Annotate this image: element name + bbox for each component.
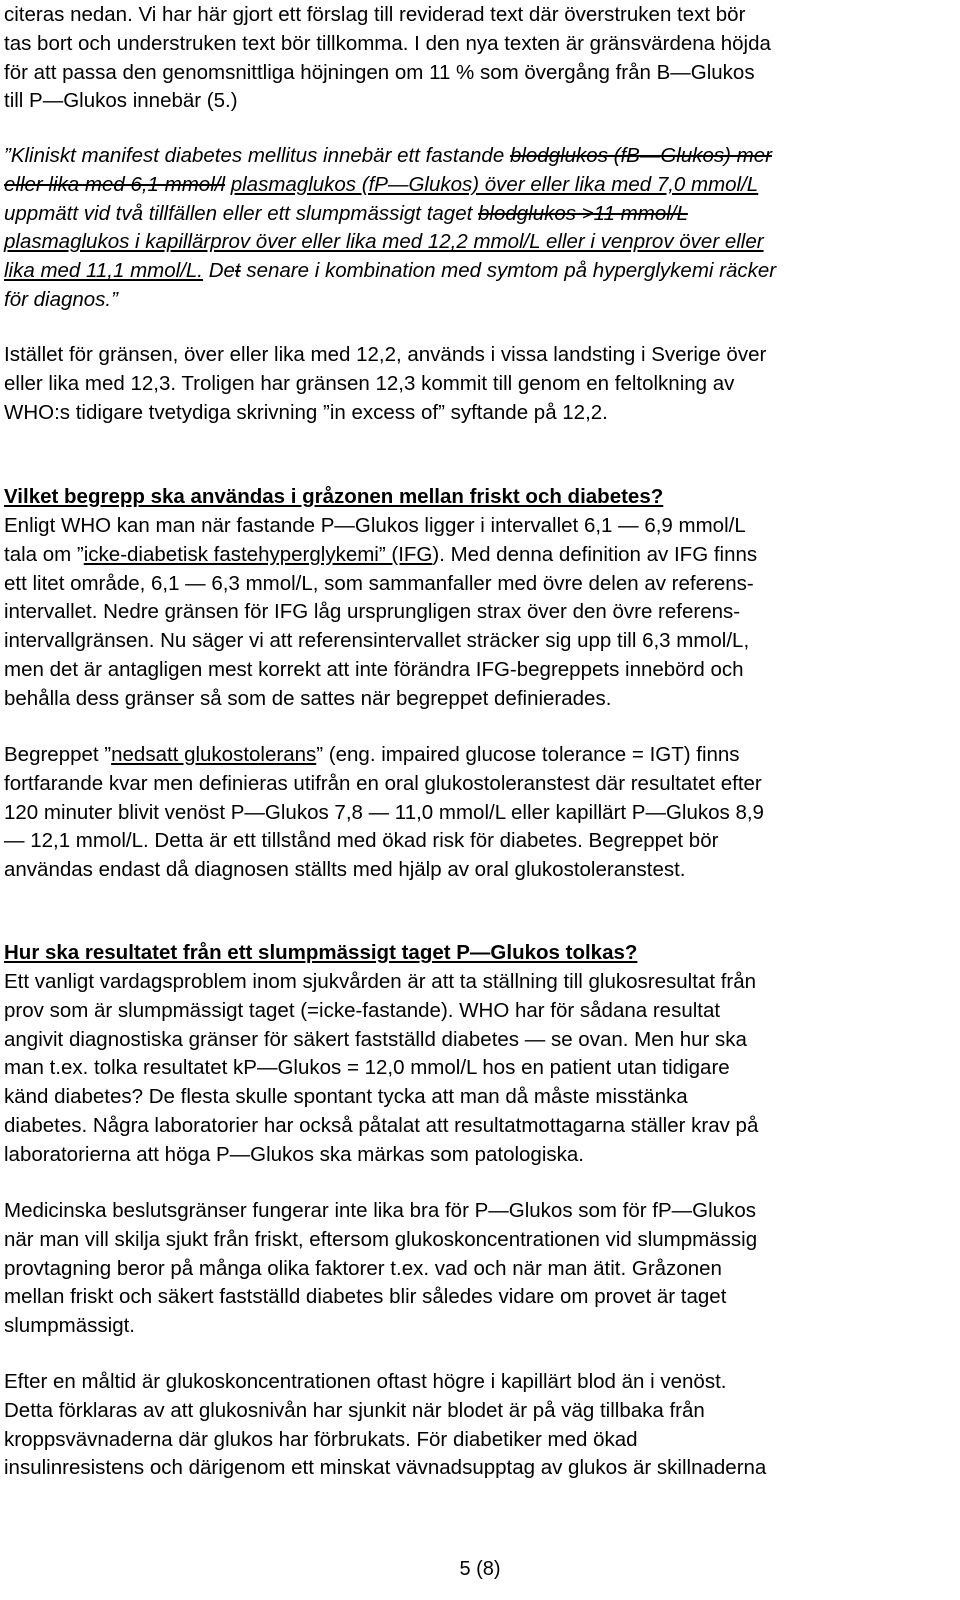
random-glucose-paragraph <box>4 968 954 1170</box>
quote-text: senare i kombination med symtom på hyperglykemi räcker <box>240 259 777 283</box>
text-line <box>4 171 954 200</box>
text-line: mellan friskt och säkert fastställd diabetes blir således vidare om provet är taget <box>4 1285 727 1309</box>
text-line <box>4 228 954 257</box>
text-run: Begreppet ” <box>4 743 112 766</box>
struck-text: t <box>234 259 241 283</box>
text-line <box>4 541 954 570</box>
text-line: när man vill skilja sjukt från friskt, eftersom glukoskoncentrationen vid slumpmässig <box>4 1227 758 1251</box>
inserted-text: lika med 11,1 mmol/L. <box>4 259 204 283</box>
text-line: — 12,1 mmol/L. Detta är ett tillstånd med ökad risk för diabetes. Begreppet bör <box>4 829 719 853</box>
text-run: tala om ” <box>4 542 84 566</box>
text-line: för diagnos.” <box>4 287 118 311</box>
intro-paragraph <box>4 1 954 116</box>
text-line: intervallgränsen. Nu säger vi att referensintervallet sträcker sig upp till 6,3 mmol/L, <box>4 629 750 653</box>
inserted-text: plasmaglukos (fP—Glukos) över eller lika med 7,0 mmol/L <box>230 172 759 196</box>
text-line: prov som är slumpmässigt taget (=icke-fastande). WHO har för sådana resultat <box>4 998 721 1022</box>
text-line: slumpmässigt. <box>4 1314 136 1338</box>
text-line <box>4 200 954 229</box>
text-run: ). Med denna definition av IFG finns <box>432 542 758 566</box>
text-line: insulinresistens och därigenom ett minskat vävnadsupptag av glukos är skillnaderna <box>4 1456 767 1480</box>
text-line: tas bort och understruken text bör tillkomma. I den nya texten är gränsvärdena höjda <box>4 31 771 55</box>
text-line: WHO:s tidigare tvetydiga skrivning ”in excess of” syftande på 12,2. <box>4 400 608 424</box>
revised-definition-quote <box>4 142 954 315</box>
struck-text: blodglukos (fB—Glukos) mer <box>509 144 772 167</box>
text-line: Ett vanligt vardagsproblem inom sjukvården är att ta ställning till glukosresultat från <box>4 970 757 993</box>
text-line: känd diabetes? De flesta skulle spontant tycka att man då måste misstänka <box>4 1085 688 1109</box>
text-line: 120 minuter blivit venöst P—Glukos 7,8 — 11,0 mmol/L eller kapillärt P—Glukos 8,9 <box>4 800 764 824</box>
text-line: intervallet. Nedre gränsen för IFG låg ursprungligen strax över den övre referens- <box>4 600 741 624</box>
struck-text: blodglukos >11 mmol/L <box>478 201 688 225</box>
page-number: 5 (8) <box>459 1558 501 1580</box>
inserted-text: plasmaglukos i kapillärprov över eller lika med 12,2 mmol/L eller i venprov över eller <box>4 230 764 254</box>
text-line: ett litet område, 6,1 — 6,3 mmol/L, som sammanfaller med övre delen av referens- <box>4 571 754 595</box>
threshold-paragraph <box>4 341 954 427</box>
text-line: angivit diagnostiska gränser för säkert fastställd diabetes — se ovan. Men hur ska <box>4 1027 747 1051</box>
struck-text: eller lika med 6,1 mmol/l <box>4 172 226 196</box>
text-line: behålla dess gränser så som de sattes när begreppet definierades. <box>4 686 612 710</box>
text-line: fortfarande kvar men definieras utifrån en oral glukostoleranstest där resultatet efter <box>4 771 762 795</box>
text-line <box>4 741 954 770</box>
text-line: Medicinska beslutsgränser fungerar inte lika bra för P—Glukos som för fP—Glukos <box>4 1199 756 1222</box>
ifg-paragraph <box>4 512 954 714</box>
term-igt: nedsatt glukostolerans <box>111 743 317 766</box>
section-heading-grayzone: Vilket begrepp ska användas i gråzonen mellan friskt och diabetes? <box>4 485 664 508</box>
text-line: Efter en måltid är glukoskoncentrationen oftast högre i kapillärt blod än i venöst. <box>4 1370 727 1393</box>
section-heading-random-glucose: Hur ska resultatet från ett slumpmässigt taget P—Glukos tolkas? <box>4 941 638 964</box>
text-line: kroppsvävnaderna där glukos har förbrukats. För diabetiker med ökad <box>4 1427 638 1451</box>
decision-limits-paragraph <box>4 1197 954 1341</box>
text-line: men det är antagligen mest korrekt att inte förändra IFG-begreppets innebörd och <box>4 657 744 681</box>
quote-text: De <box>203 259 235 283</box>
text-line: diabetes. Några laboratorier har också påtalat att resultatmottagarna ställer krav på <box>4 1113 759 1137</box>
text-line: Detta förklaras av att glukosnivån har sjunkit när blodet är på väg tillbaka från <box>4 1398 705 1422</box>
text-line: man t.ex. tolka resultatet kP—Glukos = 12,0 mmol/L hos en patient utan tidigare <box>4 1056 730 1080</box>
quote-text: ”Kliniskt manifest diabetes mellitus innebär ett fastande <box>4 144 510 167</box>
text-run: ” (eng. impaired glucose tolerance = IGT) finns <box>316 743 740 766</box>
text-line: Istället för gränsen, över eller lika med 12,2, används i vissa landsting i Sverige över <box>4 343 767 366</box>
text-line: eller lika med 12,3. Troligen har gränsen 12,3 kommit till genom en feltolkning av <box>4 371 735 395</box>
text-line: för att passa den genomsnittliga höjningen om 11 % som övergång från B—Glukos <box>4 60 755 84</box>
quote-text: uppmätt vid två tillfällen eller ett slumpmässigt taget <box>4 201 478 225</box>
text-line <box>4 142 954 171</box>
text-line: provtagning beror på många olika faktorer t.ex. vad och när man ätit. Gråzonen <box>4 1256 722 1280</box>
text-line: citeras nedan. Vi har här gjort ett förslag till reviderad text där överstruken text bör <box>4 3 746 26</box>
text-line <box>4 257 954 286</box>
capillary-venous-paragraph <box>4 1368 954 1483</box>
text-line: laboratorierna att höga P—Glukos ska märkas som patologiska. <box>4 1142 584 1166</box>
text-line: till P—Glukos innebär (5.) <box>4 89 238 113</box>
igt-paragraph <box>4 741 954 885</box>
term-ifg: icke-diabetisk fastehyperglykemi” (IFG <box>83 542 433 566</box>
text-line: användas endast då diagnosen ställts med hjälp av oral glukostoleranstest. <box>4 858 686 882</box>
text-line: Enligt WHO kan man när fastande P—Glukos ligger i intervallet 6,1 — 6,9 mmol/L <box>4 514 746 537</box>
